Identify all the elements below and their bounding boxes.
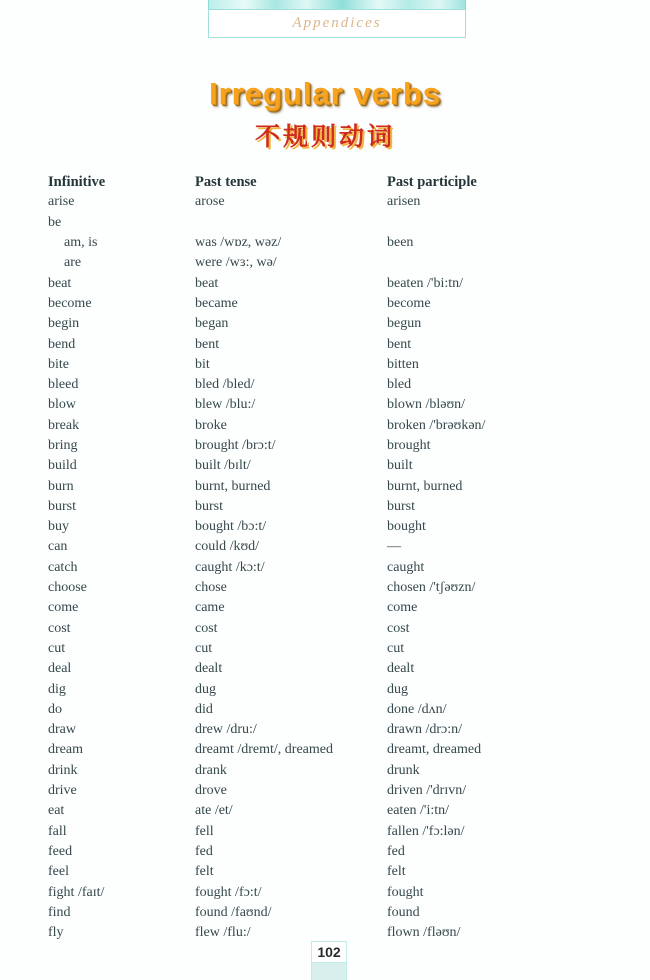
cell-past: blew /blu:/ bbox=[195, 397, 256, 413]
cell-inf: drink bbox=[48, 762, 78, 778]
table-row bbox=[0, 517, 650, 537]
table-row bbox=[0, 355, 650, 375]
table-row bbox=[0, 720, 650, 740]
table-row bbox=[0, 416, 650, 436]
cell-past: came bbox=[195, 600, 225, 616]
cell-inf: blow bbox=[48, 397, 76, 413]
cell-inf: catch bbox=[48, 559, 78, 575]
cell-past: dealt bbox=[195, 661, 223, 677]
table-row bbox=[0, 334, 650, 354]
cell-pp: felt bbox=[387, 864, 406, 880]
cell-pp: beaten /'bi:tn/ bbox=[387, 275, 464, 291]
cell-pp: cost bbox=[387, 620, 410, 636]
cell-pp: bent bbox=[387, 336, 412, 352]
cell-pp: arisen bbox=[387, 194, 421, 210]
cell-inf: feel bbox=[48, 864, 69, 880]
cell-past: drove bbox=[195, 783, 227, 799]
cell-past: cut bbox=[195, 640, 213, 656]
column-header-past-tense: Past tense bbox=[195, 173, 257, 190]
column-header-infinitive: Infinitive bbox=[48, 173, 106, 190]
cell-inf: dream bbox=[48, 742, 83, 758]
cell-past: burst bbox=[195, 498, 223, 514]
page-number: 102 bbox=[311, 941, 347, 963]
cell-past: built /bɪlt/ bbox=[195, 458, 251, 474]
cell-inf: come bbox=[48, 600, 79, 616]
column-header-past-participle: Past participle bbox=[387, 173, 477, 190]
cell-inf: do bbox=[48, 701, 62, 717]
cell-inf: eat bbox=[48, 803, 65, 819]
cell-pp: caught bbox=[387, 559, 425, 575]
cell-inf: am, is bbox=[64, 235, 98, 251]
cell-pp: begun bbox=[387, 316, 422, 332]
cell-past: drank bbox=[195, 762, 227, 778]
cell-pp: found bbox=[387, 904, 420, 920]
table-row bbox=[0, 740, 650, 760]
cell-pp: done /dʌn/ bbox=[387, 701, 447, 717]
table-row bbox=[0, 822, 650, 842]
cell-past: arose bbox=[195, 194, 225, 210]
cell-inf: fly bbox=[48, 925, 64, 941]
cell-inf: begin bbox=[48, 316, 80, 332]
table-row bbox=[0, 578, 650, 598]
cell-pp: fallen /'fɔ:lən/ bbox=[387, 823, 465, 839]
cell-inf: fall bbox=[48, 823, 67, 839]
table-row bbox=[0, 619, 650, 639]
table-row bbox=[0, 781, 650, 801]
cell-past: cost bbox=[195, 620, 218, 636]
table-row bbox=[0, 436, 650, 456]
table-row bbox=[0, 903, 650, 923]
cell-pp: dug bbox=[387, 681, 408, 697]
cell-past: were /wɜ:, wə/ bbox=[195, 255, 277, 271]
table-row bbox=[0, 192, 650, 212]
cell-pp: dreamt, dreamed bbox=[387, 742, 482, 758]
header-cyan-stripe bbox=[208, 0, 466, 9]
cell-pp: driven /'drɪvn/ bbox=[387, 783, 467, 799]
cell-past: bit bbox=[195, 356, 210, 372]
cell-past: did bbox=[195, 701, 213, 717]
table-row bbox=[0, 375, 650, 395]
cell-pp: become bbox=[387, 295, 431, 311]
cell-inf: choose bbox=[48, 580, 87, 596]
appendices-label: Appendices bbox=[292, 15, 382, 31]
cell-pp: bought bbox=[387, 519, 426, 535]
cell-pp: fed bbox=[387, 843, 405, 859]
cell-pp: burst bbox=[387, 498, 415, 514]
cell-pp: come bbox=[387, 600, 418, 616]
cell-pp: burnt, burned bbox=[387, 478, 463, 494]
table-row bbox=[0, 253, 650, 273]
cell-inf: buy bbox=[48, 519, 69, 535]
cell-past: could /kʊd/ bbox=[195, 539, 260, 555]
cell-inf: be bbox=[48, 214, 62, 230]
table-row bbox=[0, 882, 650, 902]
page-title: Irregular verbs bbox=[208, 76, 442, 111]
cell-pp: flown /fləʊn/ bbox=[387, 925, 461, 941]
cell-pp: built bbox=[387, 458, 413, 474]
appendices-box bbox=[208, 9, 466, 38]
cell-inf: fight /faɪt/ bbox=[48, 884, 105, 900]
page-subtitle-chinese: 不规则动词 bbox=[254, 124, 395, 151]
cell-past: was /wɒz, wəz/ bbox=[195, 235, 282, 251]
cell-pp: — bbox=[387, 539, 401, 555]
table-header-row bbox=[0, 172, 650, 192]
cell-past: flew /flu:/ bbox=[195, 925, 251, 941]
cell-inf: draw bbox=[48, 722, 76, 738]
table-row bbox=[0, 476, 650, 496]
cell-past: brought /brɔ:t/ bbox=[195, 438, 276, 453]
cell-inf: bleed bbox=[48, 377, 79, 393]
cell-past: felt bbox=[195, 864, 214, 880]
cell-pp: dealt bbox=[387, 661, 415, 677]
cell-past: ate /et/ bbox=[195, 803, 233, 819]
cell-inf: break bbox=[48, 417, 80, 433]
cell-inf: deal bbox=[48, 661, 72, 677]
table-row bbox=[0, 761, 650, 781]
cell-inf: become bbox=[48, 295, 92, 311]
table-row bbox=[0, 233, 650, 253]
cell-inf: cut bbox=[48, 640, 66, 656]
table-row bbox=[0, 537, 650, 557]
cell-past: chose bbox=[195, 580, 227, 596]
cell-past: fed bbox=[195, 843, 213, 859]
cell-pp: brought bbox=[387, 438, 431, 453]
appendices-header bbox=[208, 0, 466, 38]
cell-inf: burn bbox=[48, 478, 74, 494]
cell-past: burnt, burned bbox=[195, 478, 271, 494]
cell-past: began bbox=[195, 316, 229, 332]
table-row bbox=[0, 273, 650, 293]
footer-cyan-stripe bbox=[311, 963, 347, 980]
cell-inf: drive bbox=[48, 783, 77, 799]
cell-pp: blown /bləʊn/ bbox=[387, 397, 466, 413]
table-row bbox=[0, 395, 650, 415]
table-row bbox=[0, 639, 650, 659]
table-row bbox=[0, 700, 650, 720]
table-row bbox=[0, 213, 650, 233]
cell-pp: fought bbox=[387, 884, 424, 900]
table-row bbox=[0, 801, 650, 821]
irregular-verbs-table bbox=[0, 172, 650, 943]
cell-past: broke bbox=[195, 417, 227, 433]
table-row bbox=[0, 842, 650, 862]
cell-past: became bbox=[195, 295, 238, 311]
cell-pp: drawn /drɔ:n/ bbox=[387, 722, 463, 738]
cell-inf: burst bbox=[48, 498, 76, 514]
table-body bbox=[0, 192, 650, 943]
cell-pp: bled bbox=[387, 377, 412, 393]
cell-past: bought /bɔ:t/ bbox=[195, 519, 267, 535]
cell-pp: bitten bbox=[387, 356, 419, 372]
cell-inf: can bbox=[48, 539, 68, 555]
table-row bbox=[0, 659, 650, 679]
cell-inf: find bbox=[48, 904, 71, 920]
cell-inf: arise bbox=[48, 194, 75, 210]
table-row bbox=[0, 497, 650, 517]
cell-past: beat bbox=[195, 275, 219, 291]
cell-past: caught /kɔ:t/ bbox=[195, 559, 265, 575]
page-footer bbox=[311, 941, 347, 980]
cell-past: fell bbox=[195, 823, 214, 839]
cell-past: fought /fɔ:t/ bbox=[195, 884, 262, 900]
cell-inf: bring bbox=[48, 438, 78, 453]
cell-pp: eaten /'i:tn/ bbox=[387, 803, 450, 819]
cell-past: bent bbox=[195, 336, 220, 352]
table-row bbox=[0, 314, 650, 334]
table-row bbox=[0, 679, 650, 699]
cell-inf: bend bbox=[48, 336, 76, 352]
cell-pp: been bbox=[387, 235, 414, 251]
cell-past: dreamt /dremt/, dreamed bbox=[195, 742, 333, 758]
cell-pp: cut bbox=[387, 640, 405, 656]
table-row bbox=[0, 294, 650, 314]
cell-inf: cost bbox=[48, 620, 71, 636]
cell-inf: dig bbox=[48, 681, 66, 697]
cell-past: bled /bled/ bbox=[195, 377, 255, 393]
cell-inf: beat bbox=[48, 275, 72, 291]
cell-inf: bite bbox=[48, 356, 69, 372]
cell-past: dug bbox=[195, 681, 216, 697]
cell-inf: build bbox=[48, 458, 77, 474]
table-row bbox=[0, 862, 650, 882]
cell-past: found /faʊnd/ bbox=[195, 904, 272, 920]
cell-pp: drunk bbox=[387, 762, 420, 778]
cell-inf: are bbox=[64, 255, 82, 271]
cell-pp: broken /'brəʊkən/ bbox=[387, 417, 486, 433]
cell-pp: chosen /'tʃəʊzn/ bbox=[387, 580, 476, 596]
table-row bbox=[0, 456, 650, 476]
cell-past: drew /dru:/ bbox=[195, 722, 257, 738]
cell-inf: feed bbox=[48, 843, 73, 859]
table-row bbox=[0, 598, 650, 618]
table-row bbox=[0, 558, 650, 578]
